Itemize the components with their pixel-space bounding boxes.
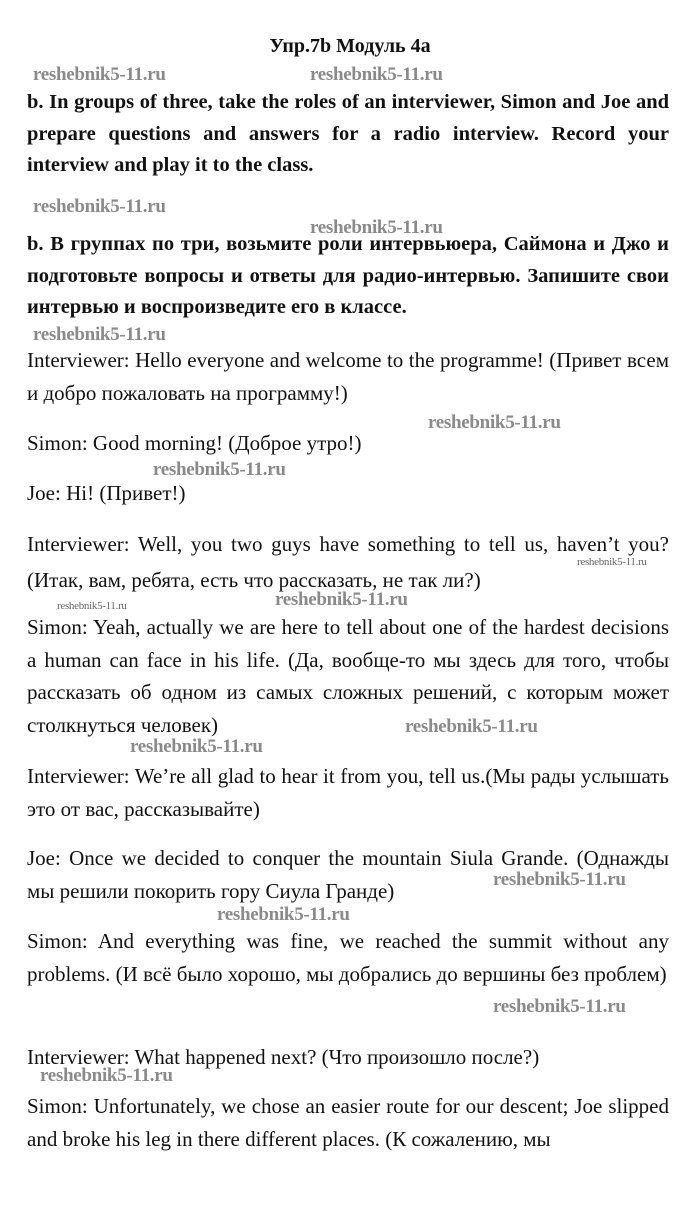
dialogue-line: Simon: Good morning! (Доброе утро!)	[27, 431, 362, 455]
watermark: reshebnik5-11.ru	[405, 716, 538, 737]
watermark: reshebnik5-11.ru	[493, 996, 626, 1017]
watermark: reshebnik5-11.ru	[310, 217, 443, 238]
watermark: reshebnik5-11.ru	[217, 904, 350, 925]
dialogue-line: Simon: And everything was fine, we reached the summit without any problems. (И всё было хорошо, мы добрались до вершины без проблем)	[27, 929, 669, 986]
task-english: b. In groups of three, take the roles of an interviewer, Simon and Joe and prepare questions and answers for a radio interview. Record your interview and play it to the class.	[27, 91, 669, 176]
watermark: reshebnik5-11.ru	[275, 589, 408, 610]
watermark: reshebnik5-11.ru	[33, 64, 166, 85]
dialogue-line: Joe: Hi! (Привет!)	[27, 481, 186, 505]
dialogue-line: Simon: Yeah, actually we are here to tell about one of the hardest decisions a human can face in his life. (Да, вообще-то мы здесь для того, чтобы рассказать об одном из самых сложных решений, с которым может столкнуться человек)	[27, 615, 669, 737]
task-russian: b. В группах по три, возьмите роли интервьюера, Саймона и Джо и подготовьте вопросы и ответы для радио-интервью. Запишите свои интервью и воспроизведите его в классе.	[27, 233, 669, 318]
page-title: Упр.7b Модуль 4а	[269, 35, 431, 57]
watermark: reshebnik5-11.ru	[33, 324, 166, 345]
watermark: reshebnik5-11.ru	[40, 1065, 173, 1086]
watermark: reshebnik5-11.ru	[33, 196, 166, 217]
dialogue-line: Simon: Unfortunately, we chose an easier route for our descent; Joe slipped and broke his leg in there different places. (К сожалению, мы	[27, 1094, 669, 1151]
dialogue-line: Interviewer: Hello everyone and welcome to the programme! (Привет всем и добро пожаловать на программу!)	[27, 348, 669, 405]
watermark: reshebnik5-11.ru	[130, 736, 263, 757]
watermark: reshebnik5-11.ru	[310, 64, 443, 85]
watermark: reshebnik5-11.ru	[493, 869, 626, 890]
watermark: reshebnik5-11.ru	[57, 600, 127, 612]
watermark: reshebnik5-11.ru	[428, 412, 561, 433]
dialogue-line: Interviewer: Well, you two guys have something to tell us, haven’t you? (Итак, вам, ребята, есть что рассказать, не так ли?)	[27, 532, 669, 592]
dialogue-line: Interviewer: What happened next? (Что произошло после?)	[27, 1045, 540, 1069]
dialogue-line: Interviewer: We’re all glad to hear it from you, tell us.(Мы рады услышать это от вас, рассказывайте)	[27, 764, 669, 821]
dialogue-line: Joe: Once we decided to conquer the mountain Siula Grande. (Однажды мы решили покорить гору Сиула Гранде)	[27, 846, 669, 903]
watermark: reshebnik5-11.ru	[153, 459, 286, 480]
watermark: reshebnik5-11.ru	[577, 556, 647, 568]
